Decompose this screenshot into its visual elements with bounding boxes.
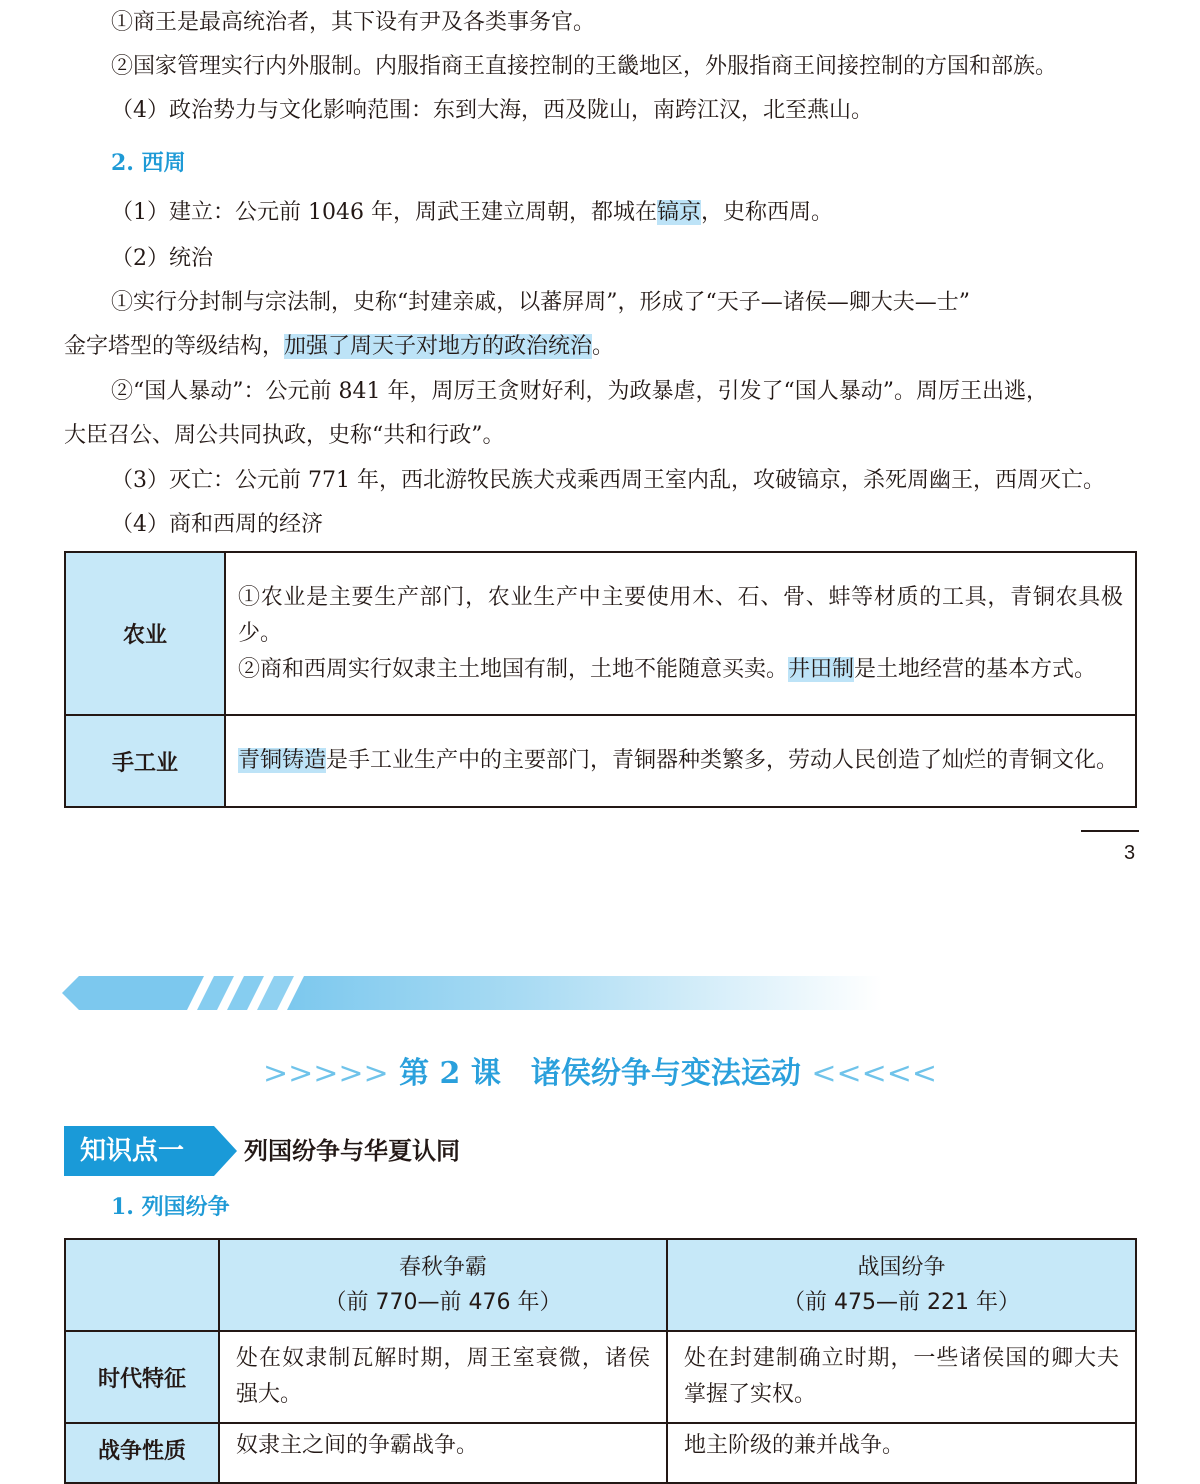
table-row bbox=[65, 715, 1136, 807]
cell-text bbox=[238, 652, 1123, 688]
column-years: （前 475—前 221 年） bbox=[783, 1290, 1020, 1315]
cell-text: ①农业是主要生产部门，农业生产中主要使用木、石、骨、蚌等材质的工具，青铜农具极少。 bbox=[238, 584, 1123, 646]
row-header: 农业 bbox=[65, 552, 225, 715]
text-line bbox=[64, 332, 614, 362]
highlighted-term: 加强了周天子对地方的政治统治 bbox=[284, 334, 593, 359]
table-cell bbox=[225, 715, 1136, 807]
knowledge-point-label: 知识点一 bbox=[80, 1136, 185, 1166]
column-title: 战国纷争 bbox=[857, 1255, 946, 1280]
text-segment: 是土地经营的基本方式。 bbox=[854, 656, 1097, 682]
lesson-title bbox=[0, 1052, 1200, 1096]
text-line: （2）统治 bbox=[111, 246, 213, 271]
row-header: 战争性质 bbox=[65, 1423, 219, 1483]
text-segment: ，史称西周。 bbox=[701, 200, 834, 225]
text-segment: 是手工业生产中的主要部门，青铜器种类繁多，劳动人民创造了灿烂的青铜文化。 bbox=[326, 748, 1119, 773]
war-comparison-table bbox=[64, 1238, 1137, 1484]
column-title: 春秋争霸 bbox=[398, 1255, 487, 1280]
arrows-right-icon: <<<<< bbox=[811, 1056, 938, 1091]
text-line: （3）灭亡：公元前 771 年，西北游牧民族犬戎乘西周王室内乱，攻破镐京，杀死周幽王，西周灭亡。 bbox=[111, 468, 1105, 493]
text-line: ②“国人暴动”：公元前 841 年，周厉王贪财好利，为政暴虐，引发了“国人暴动”。周厉王出逃， bbox=[111, 379, 1048, 404]
table-row bbox=[65, 1239, 1136, 1331]
economy-table bbox=[64, 551, 1137, 808]
text-line: （4）政治势力与文化影响范围：东到大海，西及陇山，南跨江汉，北至燕山。 bbox=[111, 98, 873, 123]
highlighted-term: 镐京 bbox=[656, 200, 701, 225]
table-cell: 奴隶主之间的争霸战争。 bbox=[219, 1423, 667, 1483]
table-row bbox=[65, 1423, 1136, 1483]
corner-cell bbox=[65, 1239, 219, 1331]
highlighted-term: 井田制 bbox=[788, 656, 855, 682]
arrows-left-icon: >>>>> bbox=[262, 1056, 389, 1091]
row-header: 时代特征 bbox=[65, 1331, 219, 1423]
text-segment: ②商和西周实行奴隶主土地国有制，土地不能随意买卖。 bbox=[238, 656, 789, 682]
table-row bbox=[65, 552, 1136, 715]
text-segment: （1）建立：公元前 1046 年，周武王建立周朝，都城在 bbox=[111, 200, 657, 225]
text-line: ②国家管理实行内外服制。内服指商王直接控制的王畿地区，外服指商王间接控制的方国和部族。 bbox=[111, 54, 1058, 79]
table-cell: 处在奴隶制瓦解时期，周王室衰微，诸侯强大。 bbox=[219, 1331, 667, 1423]
section-heading-western-zhou: 2. 西周 bbox=[111, 150, 186, 176]
text-segment: 。 bbox=[592, 334, 615, 359]
text-segment: 金字塔型的等级结构， bbox=[64, 334, 285, 359]
knowledge-point-title: 列国纷争与华夏认同 bbox=[244, 1137, 460, 1165]
table-cell: 地主阶级的兼并战争。 bbox=[667, 1423, 1136, 1483]
column-header bbox=[219, 1239, 667, 1331]
column-header bbox=[667, 1239, 1136, 1331]
table-row bbox=[65, 1331, 1136, 1423]
table-cell: 处在封建制确立时期，一些诸侯国的卿大夫掌握了实权。 bbox=[667, 1331, 1136, 1423]
decorative-banner bbox=[62, 976, 882, 1010]
text-line bbox=[111, 198, 833, 228]
text-line: 大臣召公、周公共同执政，史称“共和行政”。 bbox=[64, 423, 505, 448]
row-header: 手工业 bbox=[65, 715, 225, 807]
lesson-title-text: 第 2 课 诸侯纷争与变法运动 bbox=[399, 1056, 801, 1091]
text-line: ①商王是最高统治者，其下设有尹及各类事务官。 bbox=[111, 10, 596, 35]
highlighted-term: 青铜铸造 bbox=[238, 748, 327, 773]
footer-rule bbox=[1081, 830, 1139, 832]
text-line: ①实行分封制与宗法制，史称“封建亲戚，以蕃屏周”，形成了“天子—诸侯—卿大夫—士” bbox=[111, 290, 970, 315]
page-number: 3 bbox=[1124, 842, 1136, 864]
section-heading-states-rivalry: 1. 列国纷争 bbox=[111, 1194, 230, 1220]
column-years: （前 770—前 476 年） bbox=[324, 1290, 562, 1315]
text-line: （4）商和西周的经济 bbox=[111, 512, 323, 537]
table-cell bbox=[225, 552, 1136, 715]
